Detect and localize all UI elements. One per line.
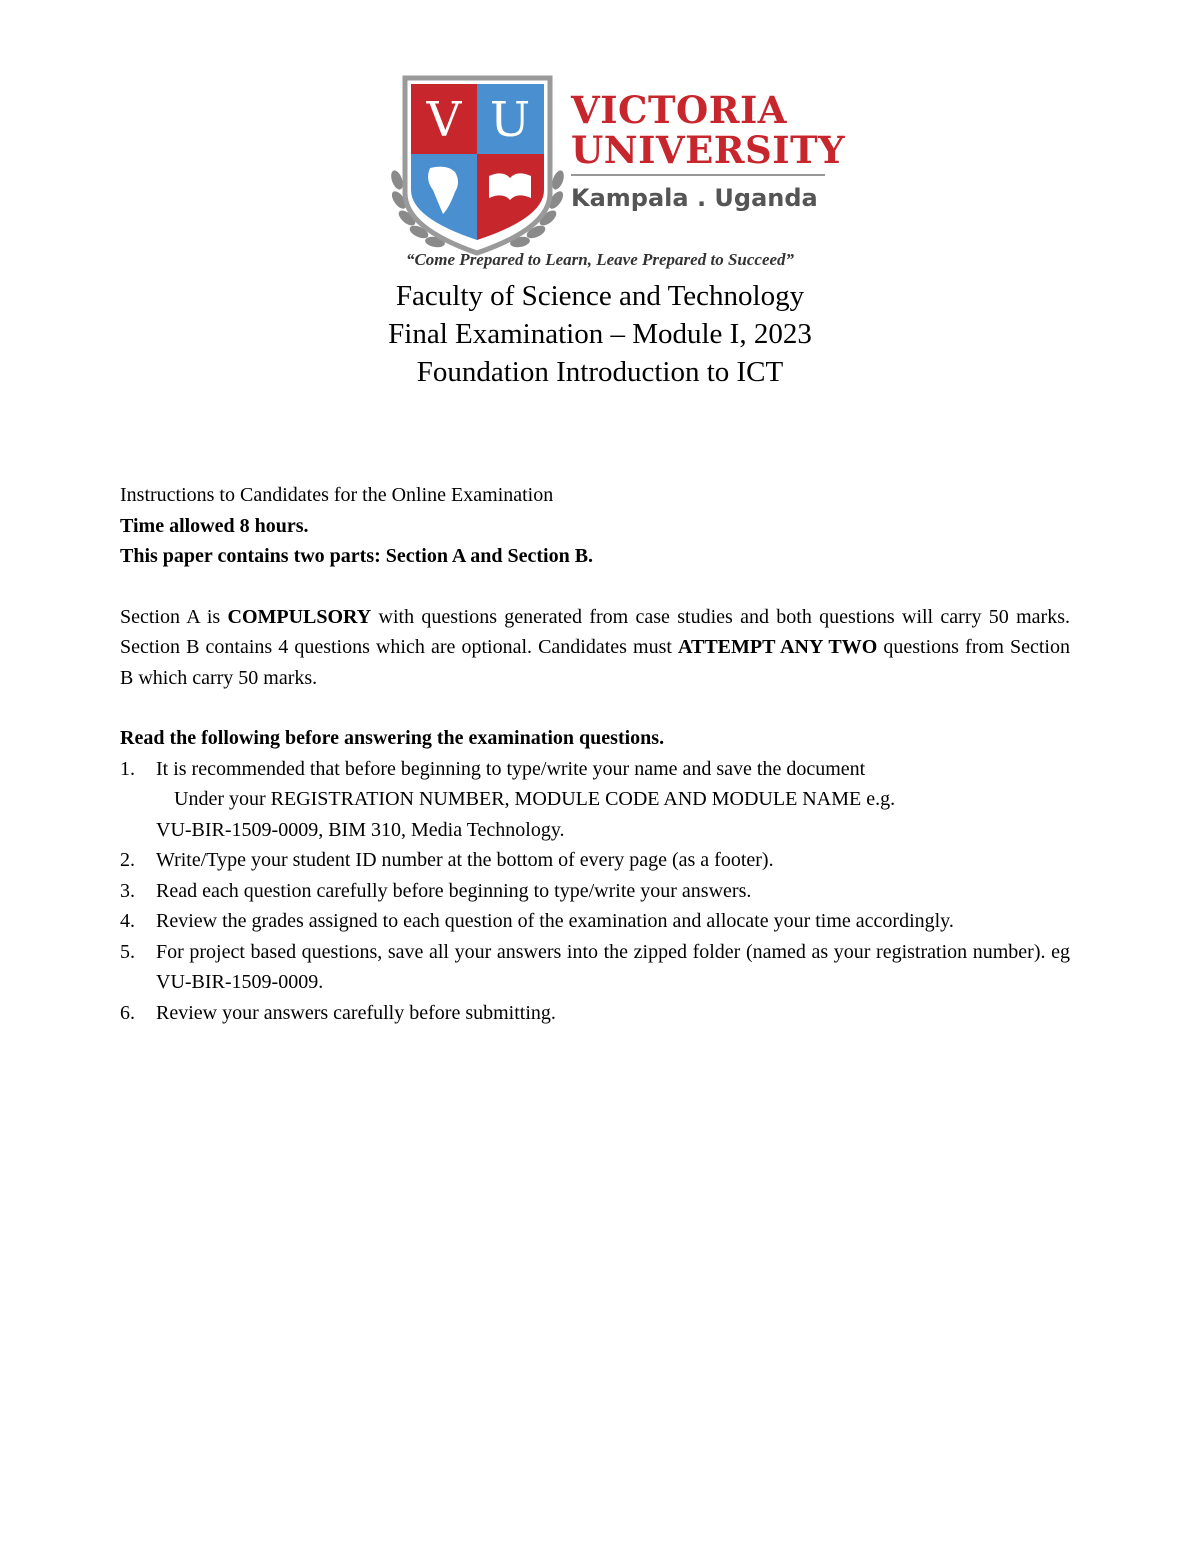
list-item: 1. It is recommended that before beginning to type/write your name and save the document Under your REGISTRATION NUMBER, MODULE CODE AND MODULE NAME e.g. VU-BIR-1509-0009, BIM 310, Media Technology. xyxy=(120,757,896,841)
paper-parts: This paper contains two parts: Section A and Section B. xyxy=(120,545,594,567)
university-name-line1: VICTORIA xyxy=(571,88,787,132)
exam-title: Final Examination – Module I, 2023 xyxy=(388,318,812,350)
university-name xyxy=(571,90,845,170)
list-item: 4. Review the grades assigned to each question of the examination and allocate your time accordingly. xyxy=(120,910,954,932)
svg-text:V: V xyxy=(426,92,462,148)
instructions-body xyxy=(120,480,1070,1028)
list-item: 5. For project based questions, save all your answers into the zipped folder (named as your registration number). eg VU-BIR-1509-0009. xyxy=(120,940,1070,993)
read-heading: Read the following before answering the examination questions. xyxy=(120,727,665,749)
instructions-heading: Instructions to Candidates for the Online Examination xyxy=(120,484,554,506)
exam-title-block xyxy=(0,277,1200,391)
sections-paragraph: Section A is COMPULSORY with questions generated from case studies and both questions will carry 50 marks. Section B contains 4 questions which are optional. Candidates must ATTEMPT ANY TWO questions from Section B which carry 50 marks. xyxy=(120,605,1070,689)
svg-text:U: U xyxy=(489,92,531,148)
university-location: Kampala . Uganda xyxy=(571,184,818,212)
instructions-list xyxy=(120,754,1070,1029)
course-title: Foundation Introduction to ICT xyxy=(416,356,784,388)
list-item: 2. Write/Type your student ID number at the bottom of every page (as a footer). xyxy=(120,849,774,871)
university-tagline: “Come Prepared to Learn, Leave Prepared to Succeed” xyxy=(405,250,795,269)
list-item: 6. Review your answers carefully before submitting. xyxy=(120,1001,556,1024)
faculty-title: Faculty of Science and Technology xyxy=(395,280,805,312)
time-allowed: Time allowed 8 hours. xyxy=(120,514,309,537)
list-item: 3. Read each question carefully before beginning to type/write your answers. xyxy=(120,879,752,902)
university-name-line2: UNIVERSITY xyxy=(571,128,846,172)
